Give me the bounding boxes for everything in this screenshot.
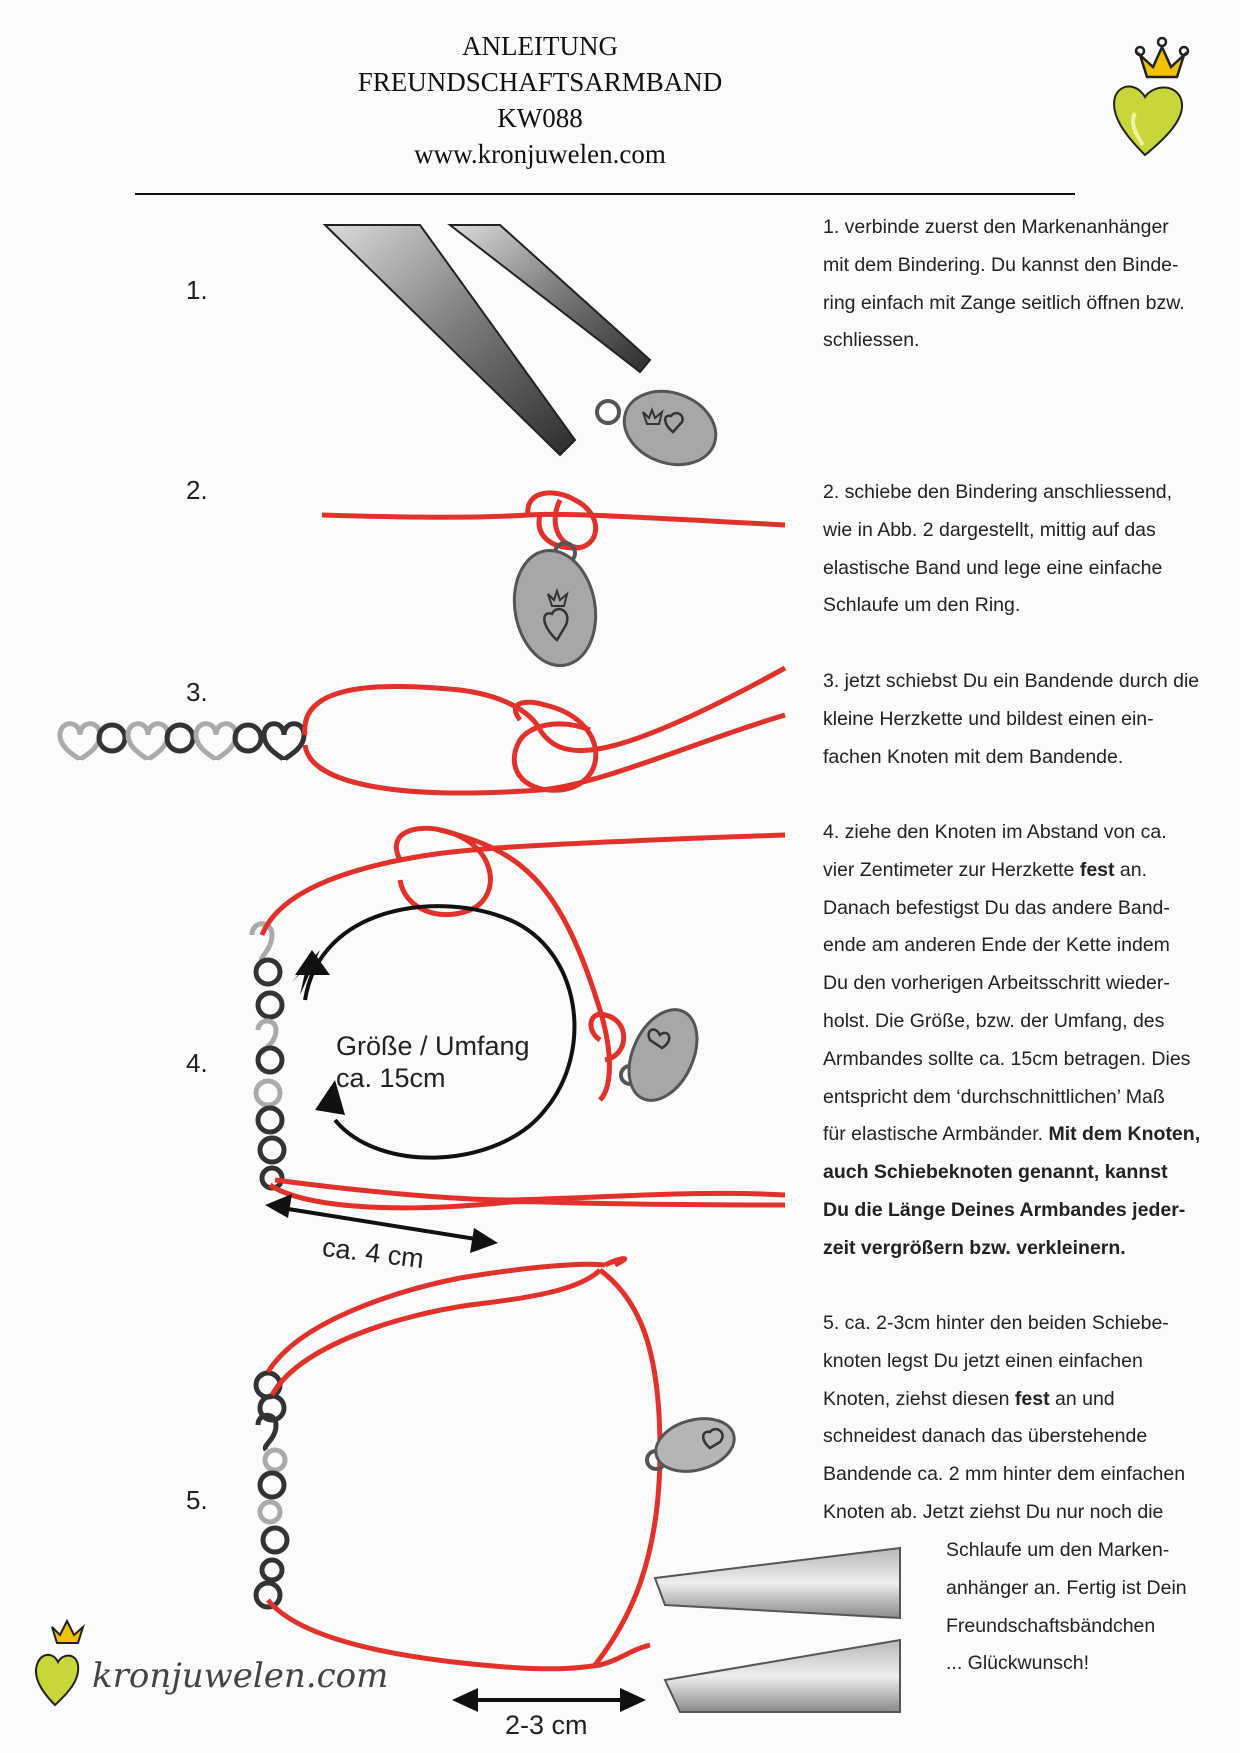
distance-label-4cm: ca. 4 cm — [320, 1231, 426, 1275]
text-line: ... Glückwunsch! — [946, 1652, 1090, 1675]
text-line-bold — [823, 1230, 1223, 1268]
text-line-bold — [823, 1154, 1223, 1192]
text-line: Knoten ab. Jetzt ziehst Du nur noch die — [823, 1500, 1164, 1523]
cord-step2 — [322, 493, 785, 548]
heart-chain-step5 — [256, 1373, 287, 1607]
text-line: mit dem Bindering. Du kannst den Binde- — [823, 253, 1179, 276]
text-line: 4. ziehe den Knoten im Abstand von ca. — [823, 821, 1167, 843]
text-line: knoten legst Du jetzt einen einfachen — [823, 1349, 1143, 1372]
emphasis-fest: fest — [1014, 1387, 1050, 1410]
crown-icon — [52, 1621, 83, 1643]
text-segment: an und — [1049, 1387, 1115, 1410]
heart-icon — [36, 1655, 78, 1705]
text-line: Danach befestigst Du das andere Band- — [823, 896, 1170, 919]
text-line — [823, 1116, 1223, 1154]
text-line: Du den vorherigen Arbeitsschritt wieder- — [823, 972, 1170, 995]
bold-text: auch Schiebeknoten genannt, kannst — [823, 1161, 1168, 1184]
dimension-arrow-2-3cm — [452, 1688, 646, 1712]
header-title: ANLEITUNG — [462, 31, 618, 61]
step-number-2: 2. — [186, 475, 208, 505]
text-line: 1. verbinde zuerst den Markenanhänger — [823, 216, 1169, 238]
text-line: kleine Herzkette und bildest einen ein- — [823, 707, 1154, 730]
text-line: 2. schiebe den Bindering anschliessend, — [823, 481, 1173, 503]
text-line: Armbandes sollte ca. 15cm betragen. Dies — [823, 1047, 1191, 1070]
text-line: Schlaufe um den Marken- — [946, 1539, 1170, 1561]
text-line: Schlaufe um den Ring. — [823, 594, 1021, 617]
text-segment: vier Zentimeter zur Herzkette — [823, 858, 1080, 881]
heart-chain-step4 — [252, 924, 284, 1188]
step-number-4: 4. — [186, 1048, 208, 1078]
scissors-illustration — [655, 1548, 900, 1712]
text-line: schliessen. — [823, 329, 920, 352]
logo-wordmark: kronjuwelen.com — [92, 1656, 389, 1696]
text-line: Bandende ca. 2 mm hinter dem einfachen — [823, 1463, 1186, 1486]
text-line: Freundschaftsbändchen — [946, 1614, 1156, 1637]
brand-tag-step2 — [506, 543, 605, 672]
text-line: elastische Band und lege eine einfache — [823, 556, 1163, 579]
text-line: ring einfach mit Zange seitlich öffnen bzw. — [823, 291, 1185, 314]
step-number-3: 3. — [186, 677, 208, 707]
step-text-5-continued — [946, 1532, 1226, 1683]
heart-chain-step3 — [60, 724, 304, 760]
circumference-label-line2: ca. 15cm — [336, 1063, 446, 1093]
text-segment: Knoten, ziehst diesen — [823, 1387, 1015, 1410]
text-segment: an. — [1114, 858, 1148, 881]
text-line: ende am anderen Ende der Kette indem — [823, 934, 1170, 957]
text-line: fachen Knoten mit dem Bandende. — [823, 745, 1124, 768]
step-text-1 — [823, 209, 1223, 360]
step-text-3 — [823, 663, 1223, 776]
text-segment: für elastische Armbänder. — [823, 1123, 1049, 1146]
header-article-number: KW088 — [497, 103, 583, 133]
header-subtitle: FREUNDSCHAFTSARMBAND — [357, 67, 723, 97]
step-text-5 — [823, 1305, 1223, 1532]
step-text-4 — [823, 814, 1223, 1268]
text-line: holst. Die Größe, bzw. der Umfang, des — [823, 1009, 1165, 1032]
text-line: wie in Abb. 2 dargestellt, mittig auf das — [823, 518, 1156, 541]
cord-step4 — [262, 828, 785, 1208]
distance-label-2-3cm: 2-3 cm — [505, 1710, 588, 1740]
circumference-label — [336, 1030, 530, 1094]
text-line-bold — [823, 1192, 1223, 1230]
text-line: 5. ca. 2-3cm hinter den beiden Schiebe- — [823, 1312, 1169, 1334]
circumference-label-line1: Größe / Umfang — [336, 1031, 530, 1061]
step-number-5: 5. — [186, 1485, 208, 1515]
text-line: anhänger an. Fertig ist Dein — [946, 1576, 1187, 1599]
emphasis-fest: fest — [1079, 858, 1115, 881]
bold-text: zeit vergrößern bzw. verkleinern. — [823, 1236, 1126, 1259]
brand-tag-step4 — [616, 999, 711, 1111]
text-line: 3. jetzt schiebst Du ein Bandende durch die — [823, 670, 1200, 692]
cord-step3 — [305, 668, 785, 793]
bold-text: Du die Länge Deines Armbandes jeder- — [823, 1198, 1186, 1221]
emphasis-knot: Mit dem Knoten, — [1048, 1123, 1201, 1146]
step-text-2 — [823, 474, 1223, 625]
text-line — [823, 1381, 1223, 1419]
text-line: schneidest danach das überstehende — [823, 1425, 1148, 1448]
brand-tag-step1 — [597, 379, 726, 477]
step-number-1: 1. — [186, 275, 208, 305]
header-website: www.kronjuwelen.com — [414, 139, 666, 169]
text-line: entspricht dem ‘durchschnittlichen’ Maß — [823, 1085, 1165, 1108]
text-line — [823, 852, 1223, 890]
kronjuwelen-bottom-logo — [30, 1605, 389, 1715]
